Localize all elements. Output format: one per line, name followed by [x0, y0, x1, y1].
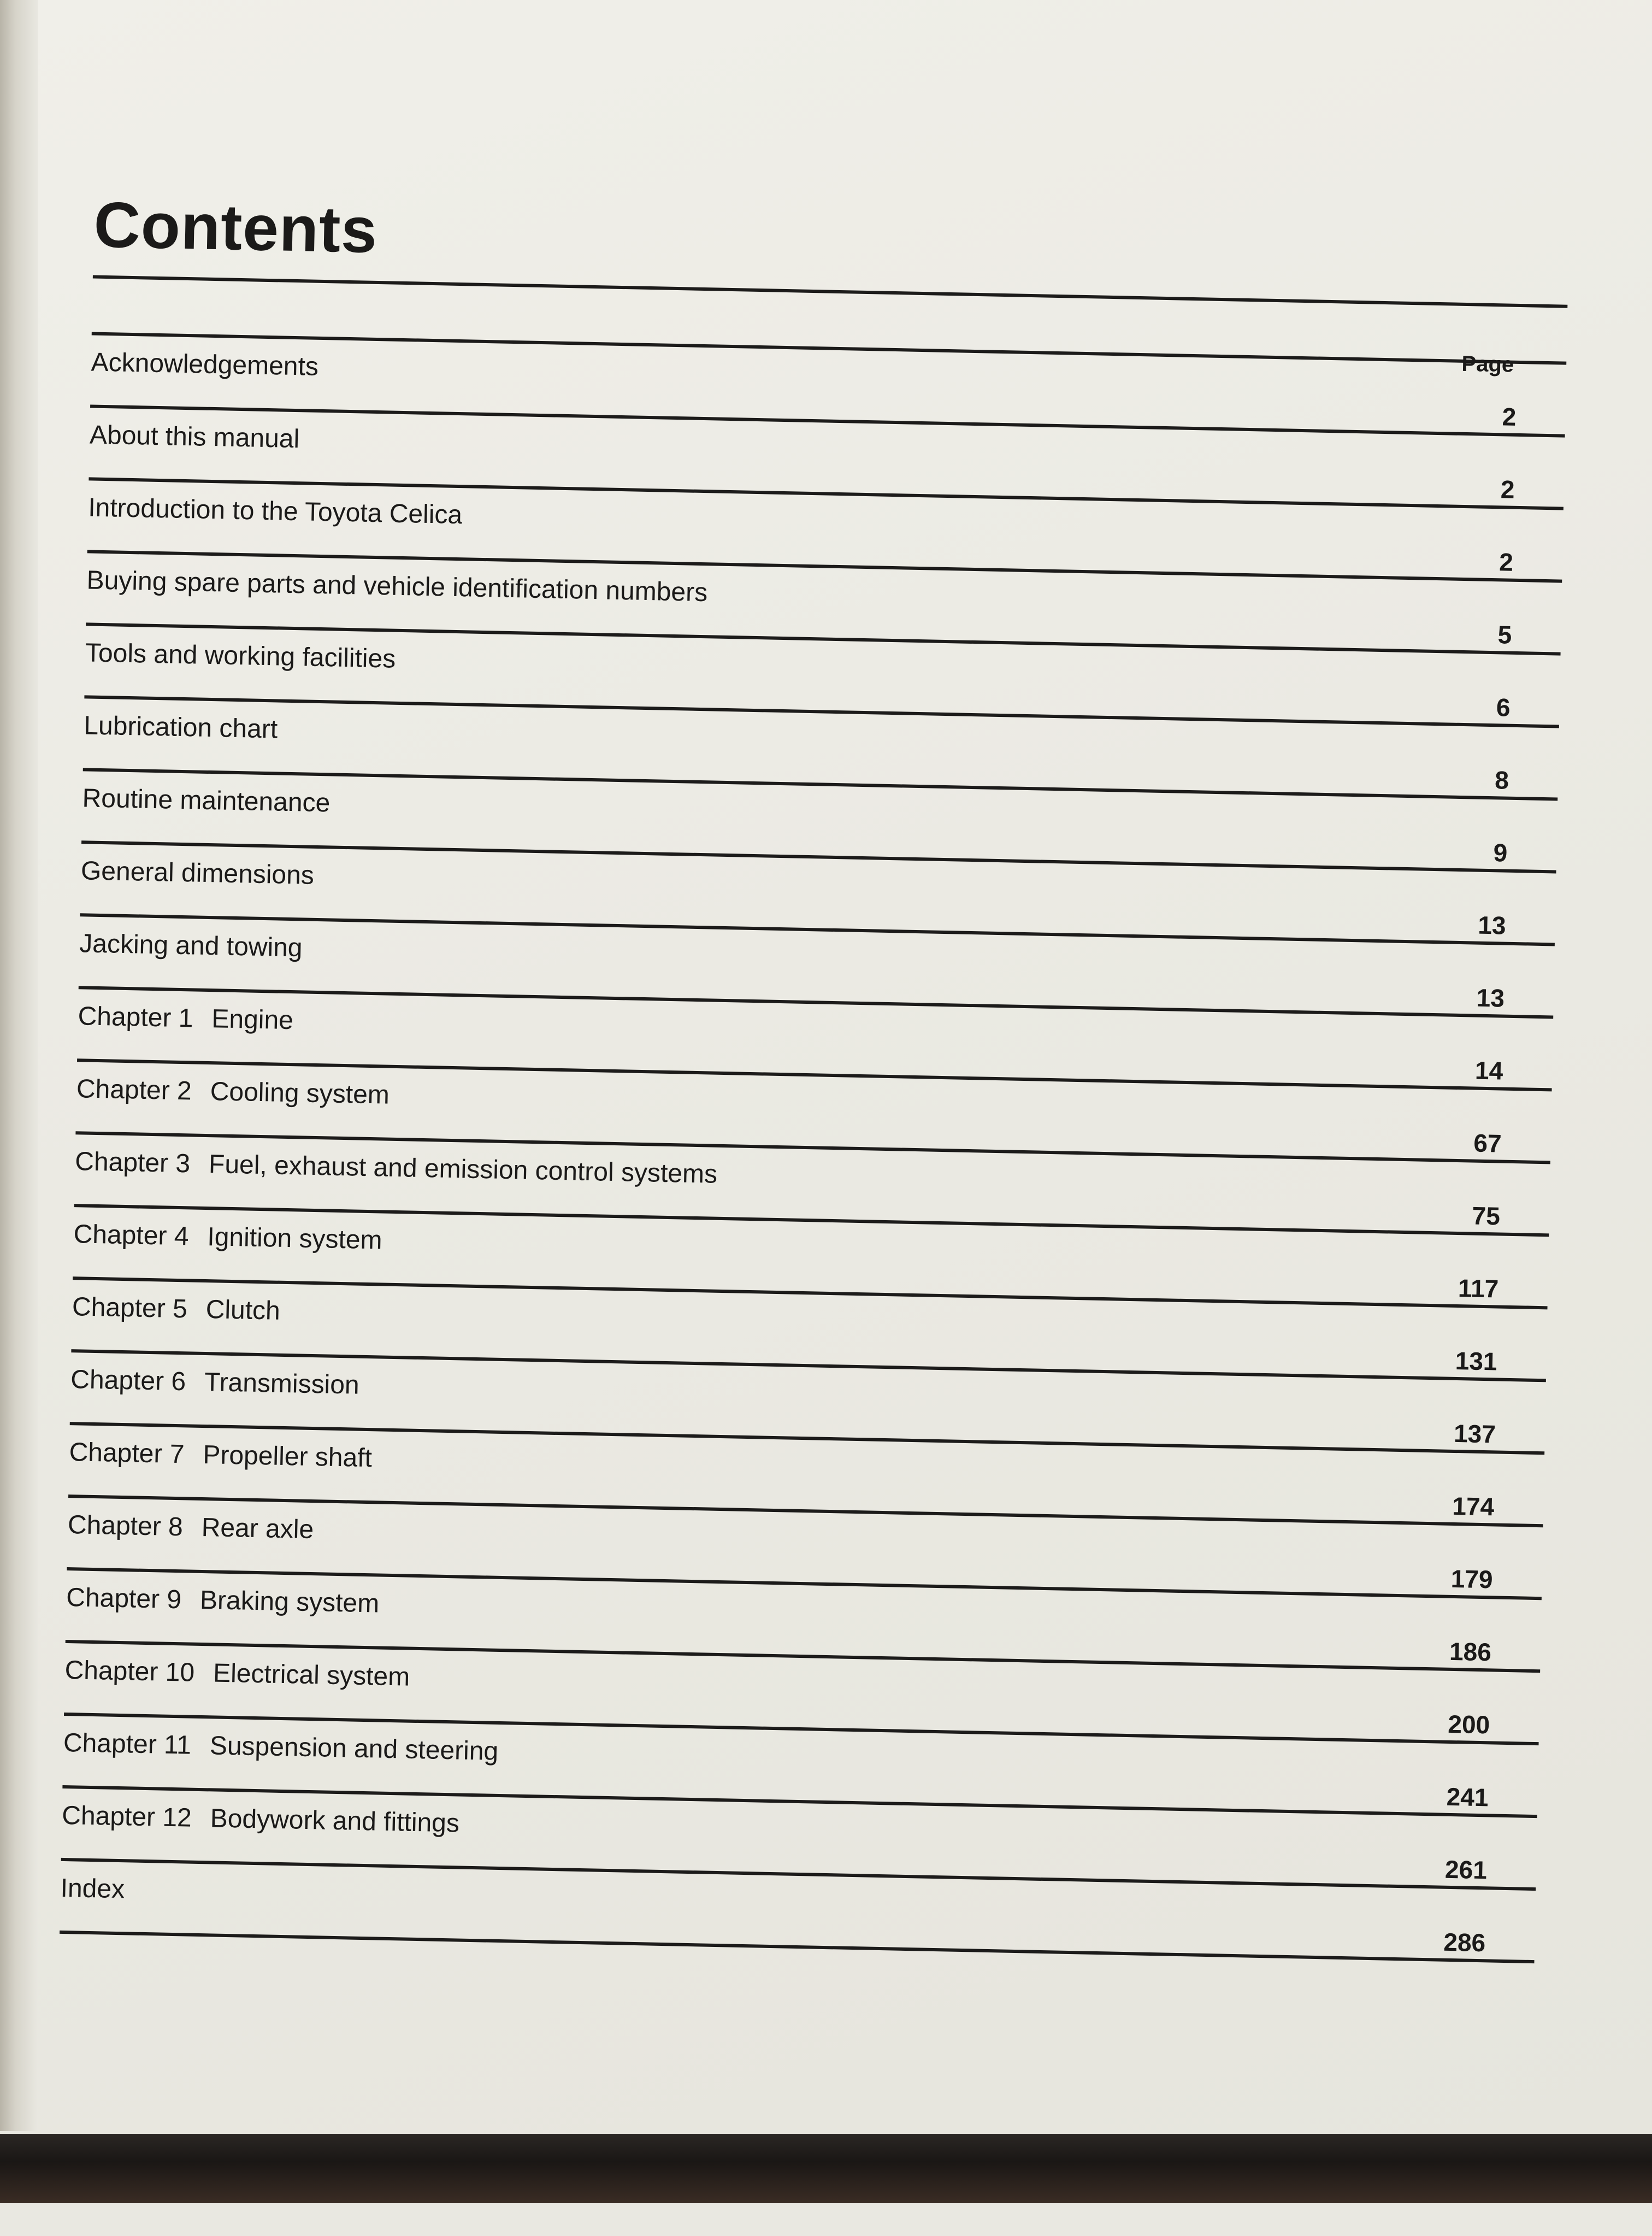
chapter-title: Transmission [204, 1368, 360, 1400]
toc-entry-title [75, 1146, 718, 1190]
chapter-title: Fuel, exhaust and emission control systems [208, 1150, 718, 1189]
toc-entry-page: 8 [1494, 766, 1509, 795]
chapter-number: Chapter 8 [67, 1510, 184, 1542]
toc-entry-title [76, 1074, 390, 1110]
chapter-title: Cooling system [210, 1077, 390, 1110]
toc-entry-page: 2 [1500, 475, 1515, 504]
chapter-number: Chapter 1 [78, 1002, 193, 1033]
chapter-title: Engine [211, 1004, 294, 1035]
chapter-number: Chapter 11 [63, 1728, 192, 1760]
chapter-number: Chapter 12 [61, 1800, 192, 1833]
toc-entry-title [66, 1582, 380, 1619]
toc-entry-page: 5 [1497, 620, 1512, 649]
toc-entry-title: Acknowledgements [91, 348, 319, 381]
chapter-title: Bodywork and fittings [210, 1804, 460, 1838]
toc-entry-page: 14 [1474, 1056, 1503, 1085]
toc-entry-title: Lubrication chart [83, 711, 278, 744]
toc-entry-title: Index [60, 1873, 125, 1904]
chapter-number: Chapter 6 [70, 1365, 186, 1397]
toc-entry-title [62, 1800, 460, 1839]
toc-entry-title: Tools and working facilities [85, 638, 396, 674]
chapter-title: Braking system [199, 1585, 380, 1619]
toc-entry-page: 6 [1496, 693, 1511, 722]
title-rule-top [93, 275, 1568, 308]
toc-entry-title [70, 1364, 359, 1401]
page-column-header: Page [1461, 351, 1514, 377]
toc-entry-page: 261 [1444, 1855, 1488, 1885]
page-title: Contents [93, 189, 379, 267]
toc-entry-title [67, 1510, 314, 1545]
toc-entry-title [63, 1728, 498, 1767]
toc-entry-title: Routine maintenance [82, 784, 331, 818]
chapter-number: Chapter 2 [76, 1074, 192, 1106]
toc-entry-page: 2 [1498, 548, 1514, 576]
toc-entry-page: 75 [1472, 1201, 1501, 1231]
chapter-number: Chapter 9 [66, 1583, 182, 1615]
chapter-title: Electrical system [213, 1658, 410, 1692]
toc-entry-page: 13 [1477, 910, 1507, 940]
chapter-number: Chapter 7 [69, 1438, 185, 1469]
toc-entry-title: Introduction to the Toyota Celica [87, 493, 463, 530]
toc-entry-title: About this manual [89, 420, 300, 454]
table-of-contents [60, 335, 1566, 1963]
toc-entry-page: 200 [1447, 1709, 1490, 1739]
toc-entry-page: 186 [1449, 1637, 1492, 1667]
chapter-title: Propeller shaft [202, 1440, 373, 1473]
chapter-number: Chapter 4 [73, 1220, 189, 1251]
chapter-title: Clutch [205, 1295, 281, 1326]
toc-entry-title [69, 1437, 372, 1473]
toc-entry-page: 174 [1452, 1491, 1495, 1521]
toc-entry-page: 13 [1476, 983, 1505, 1013]
toc-entry-page: 9 [1493, 838, 1508, 867]
toc-entry-title: Jacking and towing [79, 929, 303, 963]
toc-entry-page: 137 [1453, 1419, 1496, 1449]
toc-entry-page: 67 [1473, 1128, 1502, 1158]
toc-entry-title [64, 1655, 410, 1692]
toc-entry-title [72, 1292, 280, 1326]
toc-entry-title [73, 1219, 382, 1255]
toc-entry-title: Buying spare parts and vehicle identification numbers [86, 566, 708, 608]
toc-entry-title [78, 1001, 293, 1035]
chapter-title: Suspension and steering [209, 1731, 499, 1766]
chapter-number: Chapter 5 [72, 1292, 188, 1324]
toc-entry-title: General dimensions [80, 856, 315, 890]
chapter-title: Rear axle [201, 1513, 314, 1545]
toc-entry-page: 241 [1446, 1782, 1489, 1812]
toc-entry-page: 2 [1502, 402, 1517, 431]
chapter-number: Chapter 10 [64, 1656, 195, 1687]
toc-entry-page: 131 [1455, 1346, 1498, 1376]
chapter-number: Chapter 3 [74, 1147, 191, 1179]
toc-entry-page: 117 [1458, 1274, 1499, 1303]
chapter-title: Ignition system [206, 1222, 383, 1255]
toc-entry-page: 286 [1443, 1927, 1486, 1957]
toc-entry-page: 179 [1450, 1564, 1494, 1594]
